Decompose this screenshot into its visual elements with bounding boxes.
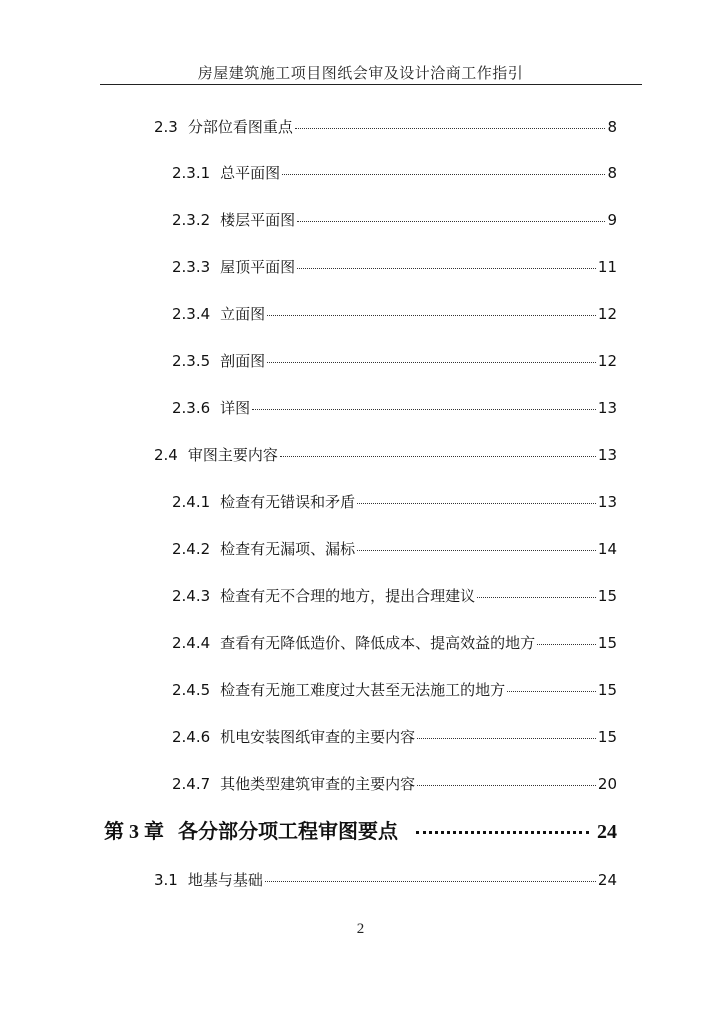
toc-entry[interactable] <box>172 727 617 747</box>
toc-entry-page: 12 <box>597 305 617 323</box>
toc-entry-title: 其他类型建筑审查的主要内容 <box>220 775 416 793</box>
toc-leader-dots <box>265 869 596 882</box>
toc-entry-page: 15 <box>597 728 617 746</box>
toc-entry-page: 15 <box>597 634 617 652</box>
toc-entry[interactable] <box>172 351 617 371</box>
toc-entry-title: 机电安装图纸审查的主要内容 <box>220 728 416 746</box>
toc-entry[interactable] <box>154 870 617 890</box>
toc-leader-dots <box>267 350 596 363</box>
toc-chapter-title: 各分部分项工程审图要点 <box>178 821 398 843</box>
toc-entry-page: 13 <box>597 493 617 511</box>
toc-entry-number: 2.3.3 <box>172 258 211 276</box>
toc-entry-page: 13 <box>597 399 617 417</box>
toc-entry[interactable] <box>172 163 617 183</box>
toc-entry-title: 查看有无降低造价、降低成本、提高效益的地方 <box>220 634 536 652</box>
toc-entry-page: 15 <box>597 681 617 699</box>
toc-leader-dots <box>282 162 605 175</box>
toc-entry-title: 审图主要内容 <box>187 446 278 464</box>
toc-chapter-number: 第 3 章 <box>104 821 164 843</box>
page-number: 2 <box>356 921 365 937</box>
toc-entry-title: 立面图 <box>220 305 266 323</box>
toc-entry-number: 2.3.2 <box>172 211 211 229</box>
toc-entry-page: 14 <box>597 540 617 558</box>
toc-leader-dots <box>267 303 596 316</box>
header-title: 房屋建筑施工项目图纸会审及设计洽商工作指引 <box>197 64 524 82</box>
toc-leader-dots <box>357 538 596 551</box>
toc-entry[interactable] <box>154 445 617 465</box>
toc-entry[interactable] <box>172 398 617 418</box>
toc-entry-number: 2.3.4 <box>172 305 211 323</box>
toc-entry-title: 楼层平面图 <box>220 211 296 229</box>
toc-entry-number: 2.4.7 <box>172 775 211 793</box>
toc-entry-number: 3.1 <box>154 871 178 889</box>
toc-entry-title: 检查有无漏项、漏标 <box>220 540 356 558</box>
toc-entry-number: 2.3.1 <box>172 164 211 182</box>
toc-entry[interactable] <box>172 210 617 230</box>
toc-entry-title: 分部位看图重点 <box>187 118 293 136</box>
toc-leader-dots <box>295 116 606 129</box>
toc-leader-dots <box>357 491 596 504</box>
toc-entry-page: 11 <box>597 258 617 276</box>
toc-entry[interactable] <box>172 586 617 606</box>
toc-entry-title: 剖面图 <box>220 352 266 370</box>
toc-leader-dots <box>507 679 596 692</box>
toc-entry-page: 15 <box>597 587 617 605</box>
toc-entry[interactable] <box>172 492 617 512</box>
toc-entry-title: 检查有无不合理的地方，提出合理建议 <box>220 587 476 605</box>
toc-entry-number: 2.4.5 <box>172 681 211 699</box>
toc-leader-dots <box>297 209 605 222</box>
toc-leader-dots <box>252 397 596 410</box>
toc-leader-dots <box>416 819 589 834</box>
toc-entry-number: 2.4.6 <box>172 728 211 746</box>
toc-entry-number: 2.3.5 <box>172 352 211 370</box>
toc-leader-dots <box>297 256 596 269</box>
toc-entry[interactable] <box>172 680 617 700</box>
toc-entry-number: 2.4.3 <box>172 587 211 605</box>
toc-entry[interactable] <box>172 774 617 794</box>
toc-entry-number: 2.4.4 <box>172 634 211 652</box>
toc-leader-dots <box>477 585 596 598</box>
toc-entry[interactable] <box>172 304 617 324</box>
toc-entry-number: 2.3.6 <box>172 399 211 417</box>
toc-entry[interactable] <box>172 257 617 277</box>
toc-entry-number: 2.4 <box>154 446 178 464</box>
toc-entry-page: 12 <box>597 352 617 370</box>
toc-entry[interactable] <box>172 539 617 559</box>
toc-entry-page: 24 <box>597 871 617 889</box>
toc-entry-number: 2.4.2 <box>172 540 211 558</box>
toc-entry-title: 地基与基础 <box>187 871 263 889</box>
toc-entry-number: 2.4.1 <box>172 493 211 511</box>
toc-leader-dots <box>537 632 596 645</box>
toc-entry-title: 屋顶平面图 <box>220 258 296 276</box>
toc-entry-title: 检查有无施工难度过大甚至无法施工的地方 <box>220 681 506 699</box>
toc-entry[interactable] <box>172 633 617 653</box>
toc-entry-title: 检查有无错误和矛盾 <box>220 493 356 511</box>
toc-entry-number: 2.3 <box>154 118 178 136</box>
toc-entry-title: 详图 <box>220 399 251 417</box>
toc-entry-page: 8 <box>607 118 617 136</box>
toc-leader-dots <box>417 773 596 786</box>
toc-entry-page: 8 <box>607 164 617 182</box>
toc-entry-page: 9 <box>607 211 617 229</box>
toc-entry[interactable] <box>154 117 617 137</box>
toc-entry-page: 20 <box>597 775 617 793</box>
toc-leader-dots <box>280 444 596 457</box>
toc-chapter-page: 24 <box>597 821 617 843</box>
toc-entry-title: 总平面图 <box>220 164 281 182</box>
toc-entry-page: 13 <box>597 446 617 464</box>
toc-chapter-entry[interactable] <box>104 819 617 845</box>
toc-leader-dots <box>417 726 596 739</box>
